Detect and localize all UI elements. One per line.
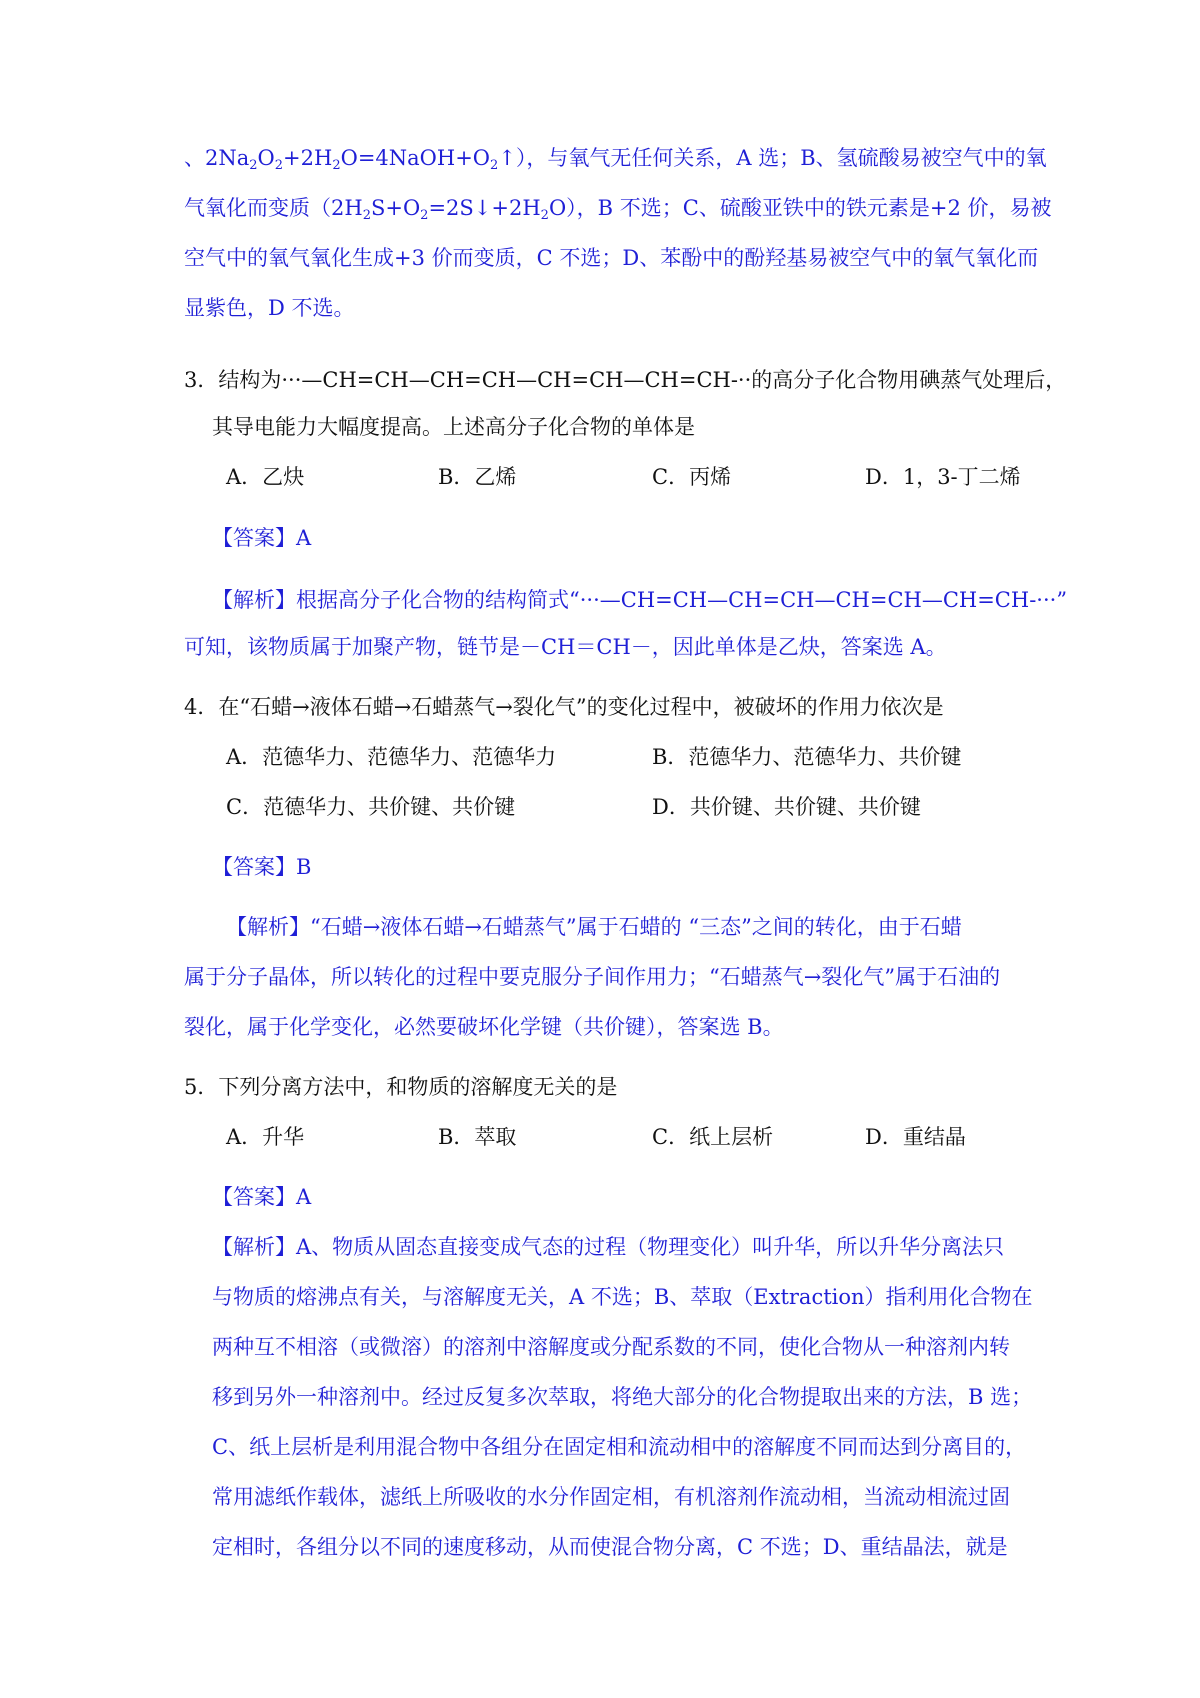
text-segment: 、2Na <box>184 146 250 170</box>
question-3-stem: 3．结构为···—CH=CH—CH=CH—CH=CH—CH=CH-··的高分子化合物用碘蒸气处理后， <box>184 368 1067 392</box>
question-5-stem: 5．下列分离方法中，和物质的溶解度无关的是 <box>184 1075 618 1099</box>
question-3-option-a: A．乙炔 <box>226 465 305 489</box>
question-5-option-a: A．升华 <box>226 1125 305 1149</box>
question-4-option-b: B．范德华力、范德华力、共价键 <box>652 745 962 769</box>
subscript: 2 <box>490 158 499 173</box>
question-3-answer: 【答案】A <box>212 526 312 550</box>
text-segment: O=4NaOH+O <box>340 146 491 170</box>
question-5-explanation-7: 定相时，各组分以不同的速度移动，从而使混合物分离，C 不选；D、重结晶法，就是 <box>212 1535 1008 1559</box>
text-segment: O），B 不选；C、硫酸亚铁中的铁元素是+2 价，易被 <box>548 196 1052 220</box>
question-5-explanation-5: C、纸上层析是利用混合物中各组分在固定相和流动相中的溶解度不同而达到分离目的， <box>212 1435 1027 1459</box>
text-segment: O <box>257 146 275 170</box>
subscript: 2 <box>420 208 429 223</box>
question-4-explanation-1: 【解析】“石蜡→液体石蜡→石蜡蒸气”属于石蜡的 “三态”之间的转化，由于石蜡 <box>226 915 962 939</box>
question-4-stem: 4．在“石蜡→液体石蜡→石蜡蒸气→裂化气”的变化过程中，被破坏的作用力依次是 <box>184 695 944 719</box>
question-5-explanation-2: 与物质的熔沸点有关，与溶解度无关，A 不选；B、萃取（Extraction）指利用化合物在 <box>212 1285 1033 1309</box>
continuation-line-4: 显紫色，D 不选。 <box>184 296 355 320</box>
question-4-option-a: A．范德华力、范德华力、范德华力 <box>226 745 557 769</box>
question-5-option-d: D．重结晶 <box>865 1125 966 1149</box>
subscript: 2 <box>332 158 341 173</box>
question-3-option-c: C．丙烯 <box>652 465 732 489</box>
question-5-explanation-3: 两种互不相溶（或微溶）的溶剂中溶解度或分配系数的不同，使化合物从一种溶剂内转 <box>212 1335 1010 1359</box>
question-5-explanation-6: 常用滤纸作载体，滤纸上所吸收的水分作固定相，有机溶剂作流动相，当流动相流过固 <box>212 1485 1010 1509</box>
question-5-explanation-1: 【解析】A、物质从固态直接变成气态的过程（物理变化）叫升华，所以升华分离法只 <box>212 1235 1005 1259</box>
text-segment: S+O <box>370 196 421 220</box>
subscript: 2 <box>540 208 549 223</box>
continuation-line-1 <box>184 143 1047 173</box>
question-4-option-c: C．范德华力、共价键、共价键 <box>226 795 516 819</box>
text-segment: =2S↓+2H <box>428 196 541 220</box>
question-3-explanation-2: 可知，该物质属于加聚产物，链节是－CH＝CH－，因此单体是乙炔，答案选 A。 <box>184 635 947 659</box>
subscript: 2 <box>274 158 284 173</box>
continuation-line-3: 空气中的氧气氧化生成+3 价而变质，C 不选；D、苯酚中的酚羟基易被空气中的氧气氧化而 <box>184 246 1039 270</box>
subscript: 2 <box>362 208 371 223</box>
question-5-answer: 【答案】A <box>212 1185 312 1209</box>
text-segment: ↑），与氧气无任何关系，A 选；B、氢硫酸易被空气中的氧 <box>498 146 1047 170</box>
question-5-option-b: B．萃取 <box>438 1125 517 1149</box>
question-3-option-b: B．乙烯 <box>438 465 517 489</box>
text-segment: 气氧化而变质（2H <box>184 196 363 220</box>
question-5-option-c: C．纸上层析 <box>652 1125 774 1149</box>
question-4-explanation-2: 属于分子晶体，所以转化的过程中要克服分子间作用力；“石蜡蒸气→裂化气”属于石油的 <box>184 965 1001 989</box>
question-5-explanation-4: 移到另外一种溶剂中。经过反复多次萃取，将绝大部分的化合物提取出来的方法，B 选； <box>212 1385 1033 1409</box>
question-4-answer: 【答案】B <box>212 855 312 879</box>
subscript: 2 <box>249 158 258 173</box>
question-3-stem-cont: 其导电能力大幅度提高。上述高分子化合物的单体是 <box>212 415 695 439</box>
question-3-explanation-1: 【解析】根据高分子化合物的结构简式“···—CH=CH—CH=CH—CH=CH—CH=CH-···” <box>212 588 1068 612</box>
question-4-explanation-3: 裂化，属于化学变化，必然要破坏化学键（共价键），答案选 B。 <box>184 1015 784 1039</box>
question-4-option-d: D．共价键、共价键、共价键 <box>652 795 921 819</box>
text-segment: +2H <box>283 146 333 170</box>
question-3-option-d: D．1，3-丁二烯 <box>865 465 1021 489</box>
continuation-line-2 <box>184 193 1051 223</box>
